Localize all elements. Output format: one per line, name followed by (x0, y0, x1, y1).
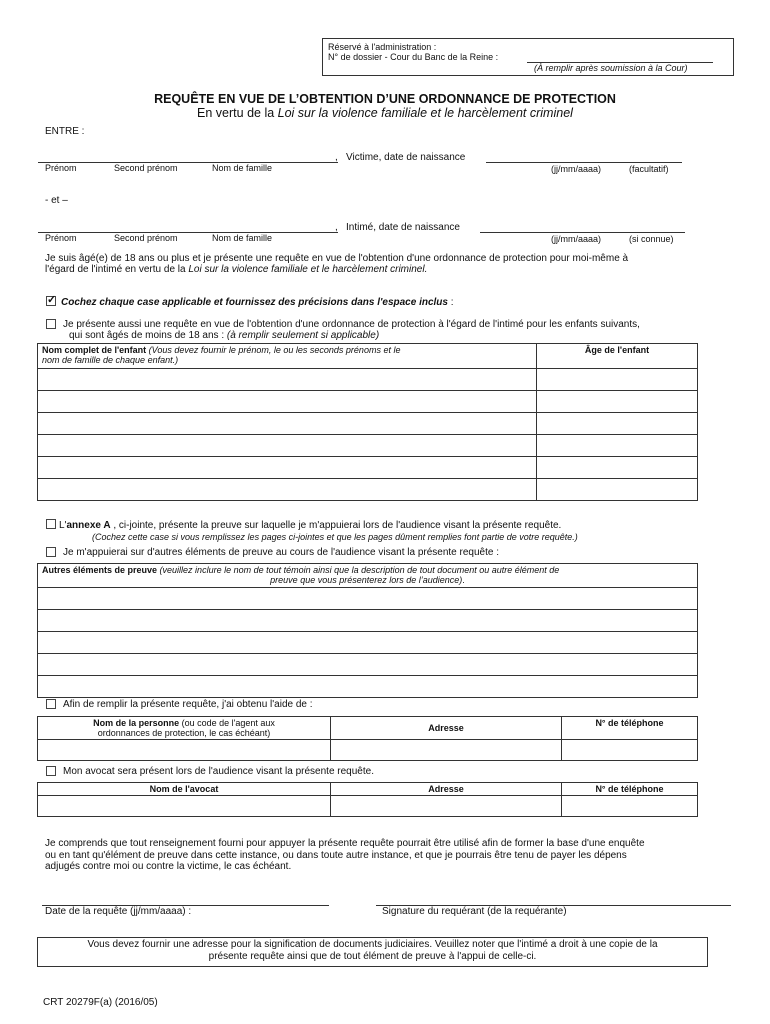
annex-note: (Cochez cette case si vous remplissez les pages ci-jointes et que les pages dûment remplies font partie de votre requête.) (92, 532, 578, 542)
table-row (38, 676, 698, 698)
children-col-name (38, 344, 537, 369)
notice-line2: présente requête ainsi que de tout élément de preuve à l'appui de celle-ci. (208, 951, 537, 962)
annex-checkbox[interactable] (46, 519, 56, 529)
respondent-label: Intimé, date de naissance (346, 222, 460, 233)
help-col-phone: N° de téléphone (562, 717, 698, 740)
victim-second: Second prénom (114, 163, 178, 173)
respondent-dob-input[interactable] (480, 232, 685, 233)
lawyer-col-phone: N° de téléphone (562, 783, 698, 796)
table-cell[interactable] (38, 588, 698, 610)
table-header-row (38, 717, 698, 740)
table-cell[interactable] (38, 610, 698, 632)
lawyer-col-name: Nom de l'avocat (38, 783, 331, 796)
table-cell[interactable] (562, 740, 698, 761)
lawyer-label: Mon avocat sera présent lors de l'audience visant la présente requête. (63, 766, 374, 777)
table-cell[interactable] (331, 740, 562, 761)
respondent-famille: Nom de famille (212, 233, 273, 243)
table-row (38, 588, 698, 610)
form-id: CRT 20279F(a) (2016/05) (43, 997, 158, 1008)
victim-dob-input[interactable] (486, 162, 682, 163)
table-cell[interactable] (38, 413, 537, 435)
table-row (38, 740, 698, 761)
table-header-row (38, 344, 698, 369)
help-col-name-tail: (ou code de l'agent aux (179, 718, 275, 728)
statement-line2-pre: l'égard de l'intimé en vertu de la (45, 264, 189, 275)
admin-reserved: Réservé à l'administration : (328, 42, 437, 52)
evidence-label: Je m'appuierai sur d'autres éléments de preuve au cours de l'audience visant la présente requête : (63, 547, 499, 558)
table-cell[interactable] (562, 796, 698, 817)
victim-prenom: Prénom (45, 163, 77, 173)
table-row (38, 413, 698, 435)
table-row (38, 435, 698, 457)
evidence-header (38, 564, 698, 588)
admin-file-label: N° de dossier - Cour du Banc de la Reine : (328, 52, 499, 62)
victim-date-fmt: (jj/mm/aaaa) (551, 164, 602, 174)
table-cell[interactable] (38, 457, 537, 479)
admin-note: (À remplir après soumission à la Cour) (534, 63, 688, 73)
children-col-name-note: (Vous devez fournir le prénom, le ou les seconds prénoms et le (146, 345, 401, 355)
children-col-age: Âge de l'enfant (537, 344, 698, 369)
respondent-prenom: Prénom (45, 233, 77, 243)
entre-label: ENTRE : (45, 126, 85, 137)
table-cell[interactable] (38, 740, 331, 761)
table-cell[interactable] (537, 391, 698, 413)
respondent-date-fmt: (jj/mm/aaaa) (551, 234, 602, 244)
table-cell[interactable] (537, 457, 698, 479)
help-checkbox[interactable] (46, 699, 56, 709)
signature-label: Signature du requérant (de la requérante) (382, 906, 567, 917)
table-row (38, 610, 698, 632)
evidence-checkbox[interactable] (46, 547, 56, 557)
help-col-address: Adresse (331, 717, 562, 740)
declaration-line2: ou en tant qu'élément de preuve dans cette instance, ou dans toute autre instance, et que je pourrais être tenu de payer les dépens (45, 850, 627, 861)
table-cell[interactable] (38, 435, 537, 457)
table-cell[interactable] (38, 632, 698, 654)
table-cell[interactable] (38, 676, 698, 698)
help-table (37, 716, 698, 761)
statement-line1: Je suis âgé(e) de 18 ans ou plus et je présente une requête en vue de l'obtention d'une ordonnance de protection pour moi-même à (45, 253, 629, 264)
table-cell[interactable] (38, 796, 331, 817)
declaration-line3: adjugés contre moi ou contre la victime, le cas échéant. (45, 861, 292, 872)
check-instructions (61, 297, 454, 308)
table-header-row (38, 564, 698, 588)
children-line2-text: qui sont âgés de moins de 18 ans : (69, 330, 225, 341)
page-subtitle (0, 106, 770, 120)
respondent-optional: (si connue) (629, 234, 674, 244)
table-row (38, 457, 698, 479)
evidence-header-note1: (veuillez inclure le nom de tout témoin ainsi que la description de tout document ou autre élément de (157, 565, 560, 575)
annex-pre: L' (59, 520, 67, 531)
victim-famille: Nom de famille (212, 163, 273, 173)
table-row (38, 479, 698, 501)
evidence-table (37, 563, 698, 698)
annex-tail: , ci-jointe, présente la preuve sur laquelle je m'appuierai lors de l'audience visant la présente requête. (110, 520, 562, 531)
table-cell[interactable] (537, 413, 698, 435)
declaration-line1: Je comprends que tout renseignement fourni pour appuyer la présente requête pourrait être utilisé afin de former la base d'une enquête (45, 838, 645, 849)
children-col-name-note2: nom de famille de chaque enfant.) (42, 355, 179, 365)
table-row (38, 654, 698, 676)
subtitle-act: Loi sur la violence familiale et le harcèlement criminel (277, 106, 573, 120)
table-row (38, 391, 698, 413)
date-label: Date de la requête (jj/mm/aaaa) : (45, 906, 192, 917)
annex-bold: annexe A (66, 520, 111, 531)
check-instructions-tail: : (447, 297, 454, 308)
children-checkbox[interactable] (46, 319, 56, 329)
table-cell[interactable] (331, 796, 562, 817)
subtitle-pre: En vertu de la (197, 106, 278, 120)
children-line2-note: (à remplir seulement si applicable) (224, 330, 380, 341)
table-row (38, 632, 698, 654)
table-cell[interactable] (38, 391, 537, 413)
table-row (38, 369, 698, 391)
respondent-name-input[interactable] (38, 232, 338, 233)
instruction-check-icon (46, 296, 56, 306)
table-cell[interactable] (537, 369, 698, 391)
table-cell[interactable] (38, 654, 698, 676)
victim-label: Victime, date de naissance (346, 152, 466, 163)
respondent-comma: , (335, 222, 338, 233)
victim-name-input[interactable] (38, 162, 338, 163)
help-col-name-line2: ordonnances de protection, le cas échéant) (97, 728, 271, 738)
evidence-header-tail: . (462, 575, 465, 585)
respondent-second: Second prénom (114, 233, 178, 243)
et-label: - et – (45, 195, 68, 206)
statement-line2 (45, 264, 427, 275)
check-instructions-bold: Cochez chaque case applicable et fournissez des précisions dans l'espace inclus (61, 297, 448, 308)
table-cell[interactable] (537, 479, 698, 501)
lawyer-col-address: Adresse (331, 783, 562, 796)
children-table (37, 343, 698, 501)
table-header-row (38, 783, 698, 796)
table-cell[interactable] (38, 479, 537, 501)
lawyer-checkbox[interactable] (46, 766, 56, 776)
page-title: REQUÊTE EN VUE DE L’OBTENTION D’UNE ORDONNANCE DE PROTECTION (154, 92, 616, 106)
notice-line1: Vous devez fournir une adresse pour la signification de documents judiciaires. Veuillez noter que l'intimé a droit à une copie de la (87, 939, 658, 950)
victim-optional: (facultatif) (629, 164, 669, 174)
children-line1: Je présente aussi une requête en vue de l'obtention d'une ordonnance de protection à l'égard de l'intimé pour les enfants suivants, (63, 319, 640, 330)
evidence-header-note2: preuve que vous présenterez lors de l’audience) (270, 575, 463, 585)
statement-line2-act: Loi sur la violence familiale et le harcèlement criminel. (188, 264, 428, 275)
table-cell[interactable] (38, 369, 537, 391)
help-label: Afin de remplir la présente requête, j'ai obtenu l'aide de : (63, 699, 313, 710)
help-col-name (38, 717, 331, 740)
children-col-name-bold: Nom complet de l'enfant (42, 345, 147, 355)
evidence-header-bold: Autres éléments de preuve (42, 565, 158, 575)
table-row (38, 796, 698, 817)
annex-line (59, 520, 561, 531)
help-col-name-bold: Nom de la personne (93, 718, 180, 728)
lawyer-table (37, 782, 698, 817)
evidence-header-line2 (42, 575, 693, 585)
table-cell[interactable] (537, 435, 698, 457)
children-line2 (69, 330, 379, 341)
victim-comma: , (335, 152, 338, 163)
